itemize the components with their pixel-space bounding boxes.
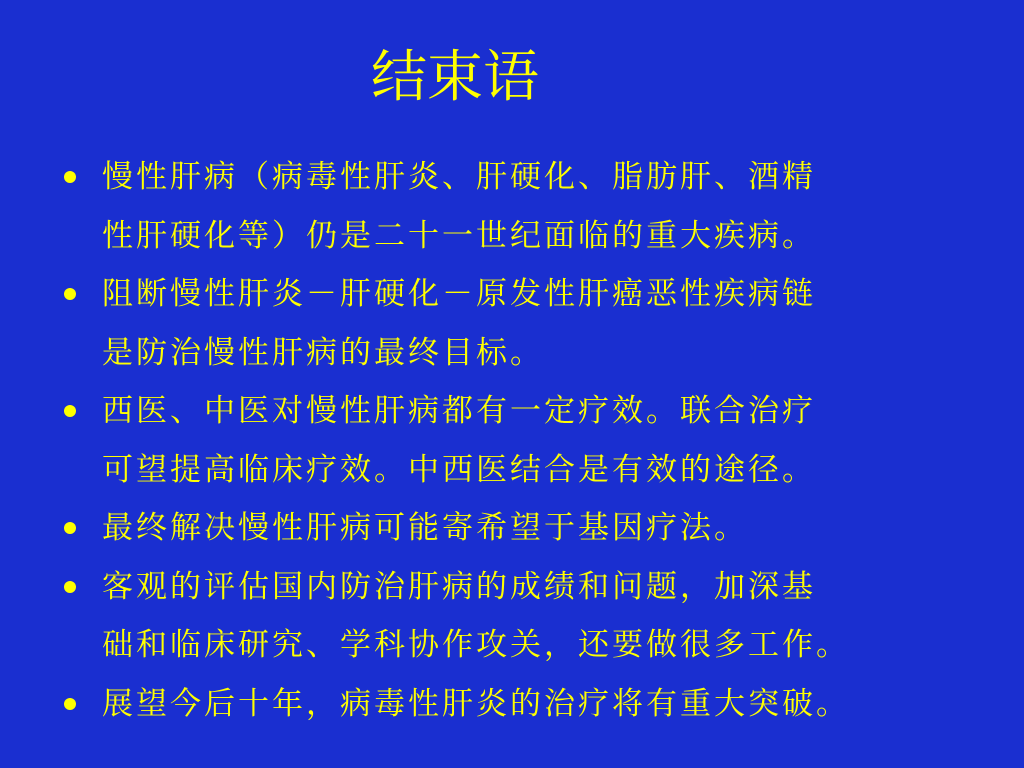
bullet-line: 是防治慢性肝病的最终目标。 (102, 334, 544, 371)
bullet-dot-icon (56, 675, 102, 734)
bullet-item (56, 558, 976, 675)
slide-title: 结束语 (371, 45, 539, 110)
bullet-item (56, 148, 976, 265)
bullet-item (56, 499, 976, 558)
bullet-dot-icon (56, 148, 102, 207)
bullet-dot-icon (56, 499, 102, 558)
bullet-line: 慢性肝病（病毒性肝炎、肝硬化、脂肪肝、酒精 (102, 159, 816, 195)
bullet-line: 可望提高临床疗效。中西医结合是有效的途径。 (102, 451, 816, 488)
bullet-text (102, 148, 976, 265)
bullet-item (56, 382, 976, 499)
bullet-line: 础和临床研究、学科协作攻关，还要做很多工作。 (102, 627, 850, 663)
bullet-dot-icon (56, 382, 102, 441)
bullet-line: 客观的评估国内防治肝病的成绩和问题，加深基 (102, 568, 816, 605)
bullet-item (56, 265, 976, 382)
bullet-dot-icon (56, 265, 102, 324)
bullet-line: 最终解决慢性肝病可能寄希望于基因疗法。 (102, 510, 748, 546)
bullet-line: 性肝硬化等）仍是二十一世纪面临的重大疾病。 (102, 217, 816, 254)
bullet-text (102, 675, 976, 734)
bullet-line: 西医、中医对慢性肝病都有一定疗效。联合治疗 (102, 393, 816, 429)
bullet-list (56, 148, 976, 733)
bullet-text (102, 382, 976, 499)
bullet-dot-icon (56, 558, 102, 617)
bullet-line: 展望今后十年，病毒性肝炎的治疗将有重大突破。 (102, 685, 850, 722)
bullet-line: 阻断慢性肝炎－肝硬化－原发性肝癌恶性疾病链 (102, 276, 816, 312)
bullet-text (102, 265, 976, 382)
bullet-text (102, 499, 976, 558)
bullet-item (56, 675, 976, 734)
bullet-text (102, 558, 976, 675)
